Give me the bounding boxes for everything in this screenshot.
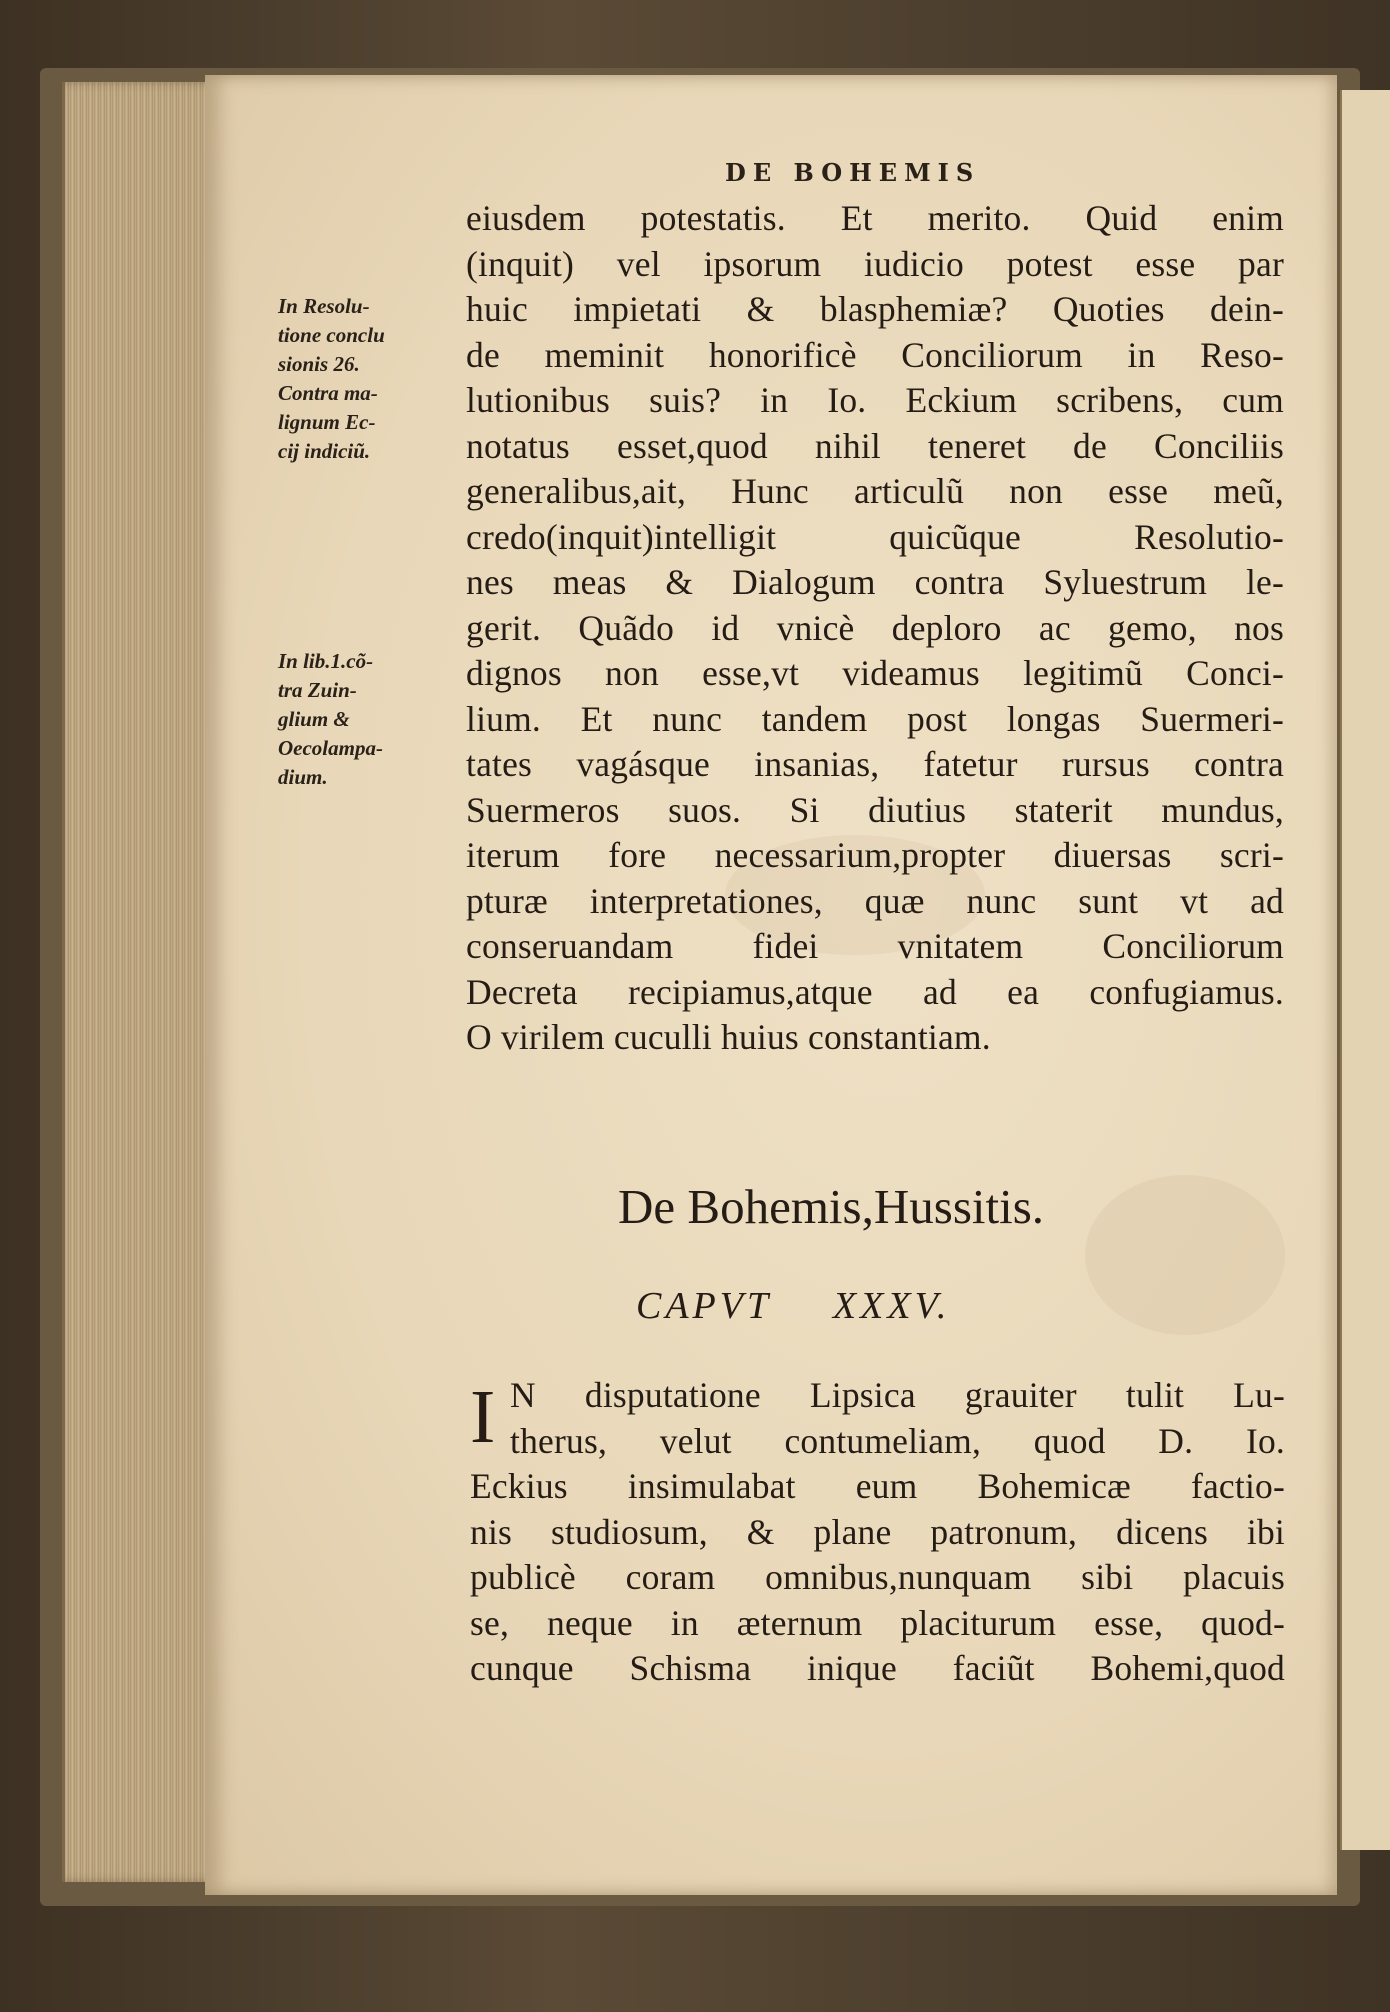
margin-note-line: cij indiciũ. bbox=[278, 439, 371, 463]
text-line: O virilem cuculli huius constantiam. bbox=[466, 1017, 991, 1057]
text-line: de meminit honorificè Conciliorum in Reso- bbox=[466, 334, 1284, 375]
text-line: conseruandam fidei vnitatem Conciliorum bbox=[466, 926, 1284, 966]
margin-note-line: dium. bbox=[278, 765, 328, 789]
chapter-text bbox=[470, 1373, 1285, 1692]
chapter-heading: CAPVT XXXV. bbox=[636, 1285, 951, 1327]
margin-note-resolutione bbox=[278, 292, 385, 466]
margin-note-line: Contra ma- bbox=[278, 381, 378, 405]
paper-stain bbox=[1085, 1175, 1285, 1335]
text-line: nes meas & Dialogum contra Syluestrum le- bbox=[466, 562, 1284, 602]
running-head: DE BOHEMIS bbox=[725, 158, 981, 187]
facing-page-edge bbox=[1340, 90, 1390, 1850]
margin-note-zuinglium bbox=[278, 647, 383, 792]
body-text bbox=[466, 196, 1284, 1061]
text-line: credo(inquit)intelligit quicũque Resolutio- bbox=[466, 516, 1284, 557]
text-line: tates vagásque insanias, fatetur rursus contra bbox=[466, 744, 1284, 784]
text-line: huic impietati & blasphemiæ? Quoties dein- bbox=[466, 289, 1284, 329]
margin-note-line: sionis 26. bbox=[278, 352, 360, 376]
margin-note-line: tra Zuin- bbox=[278, 678, 357, 702]
text-line: lutionibus suis? in Io. Eckium scribens, cum bbox=[466, 380, 1284, 420]
text-line: lium. Et nunc tandem post longas Suermeri- bbox=[466, 698, 1284, 739]
margin-note-line: In Resolu- bbox=[278, 294, 370, 318]
text-line: pturæ interpretationes, quæ nunc sunt vt ad bbox=[466, 880, 1284, 921]
text-line: notatus esset,quod nihil teneret de Conciliis bbox=[466, 425, 1284, 466]
text-line: Eckius insimulabat eum Bohemicæ factio- bbox=[470, 1466, 1285, 1506]
text-line: N disputatione Lipsica grauiter tulit Lu- bbox=[510, 1375, 1285, 1415]
margin-note-line: glium & bbox=[278, 707, 350, 731]
margin-note-line: In lib.1.cõ- bbox=[278, 649, 374, 673]
text-line: therus, velut contumeliam, quod D. Io. bbox=[510, 1420, 1285, 1461]
text-line: generalibus,ait, Hunc articulũ non esse meũ, bbox=[466, 471, 1284, 511]
margin-note-line: lignum Ec- bbox=[278, 410, 376, 434]
text-line: gerit. Quãdo id vnicè deploro ac gemo, nos bbox=[466, 607, 1284, 648]
text-line: nis studiosum, & plane patronum, dicens ibi bbox=[470, 1511, 1285, 1552]
margin-note-line: tione conclu bbox=[278, 323, 385, 347]
text-line: iterum fore necessarium,propter diuersas scri- bbox=[466, 835, 1284, 875]
text-line: se, neque in æternum placiturum esse, quod- bbox=[470, 1602, 1285, 1643]
text-line: publicè coram omnibus,nunquam sibi placuis bbox=[470, 1557, 1285, 1597]
text-line: Suermeros suos. Si diutius staterit mundus, bbox=[466, 789, 1284, 830]
text-line: dignos non esse,vt videamus legitimũ Conci- bbox=[466, 653, 1284, 693]
drop-cap: I bbox=[470, 1375, 496, 1459]
text-line: (inquit) vel ipsorum iudicio potest esse par bbox=[466, 243, 1284, 284]
text-line: eiusdem potestatis. Et merito. Quid enim bbox=[466, 198, 1284, 238]
margin-note-line: Oecolampa- bbox=[278, 736, 383, 760]
section-title: De Bohemis,Hussitis. bbox=[618, 1179, 1045, 1234]
text-line: Decreta recipiamus,atque ad ea confugiamus. bbox=[466, 971, 1284, 1012]
text-line: cunque Schisma inique faciũt Bohemi,quod bbox=[470, 1648, 1285, 1688]
